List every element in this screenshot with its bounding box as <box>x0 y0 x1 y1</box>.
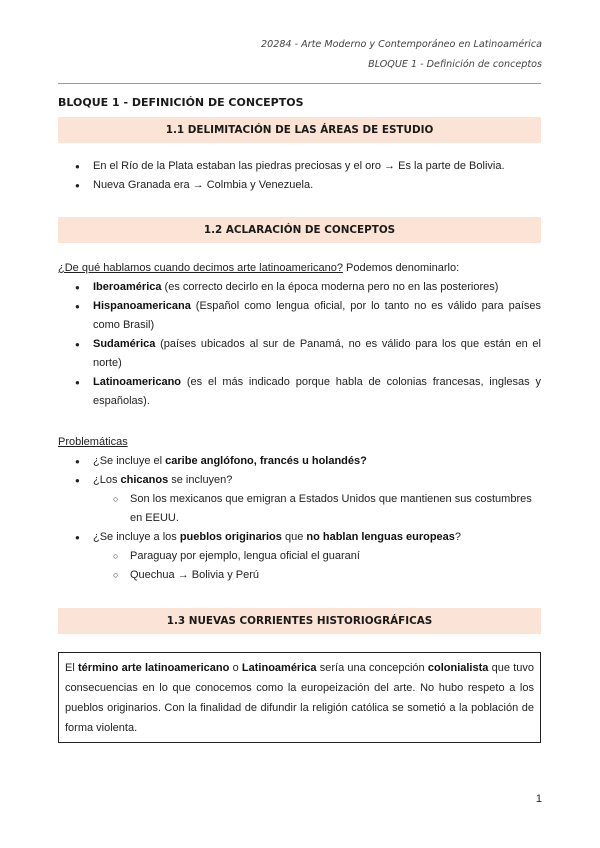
text-run: que <box>281 531 307 543</box>
term: Hispanoamericana <box>93 300 191 312</box>
sub-list-item: ○ Paraguay por ejemplo, lengua oficial el guaraní <box>58 547 541 566</box>
sub-list-item: ○ Quechua → Bolivia y Perú <box>58 566 541 585</box>
term: Iberoamérica <box>93 281 162 293</box>
section-1-1-heading: 1.1 DELIMITACIÓN DE LAS ÁREAS DE ESTUDIO <box>58 117 541 143</box>
problems-block <box>58 433 541 585</box>
section-1-1-list <box>58 157 541 195</box>
list-item <box>58 297 541 335</box>
bold-run: pueblos originarios <box>179 531 282 543</box>
term-desc: (países ubicados al sur de Panamá, no es válido para los que están en el norte) <box>93 338 541 369</box>
term: Latinoamericano <box>93 376 182 388</box>
text-run: El <box>65 662 79 674</box>
text-run: ? <box>454 531 462 543</box>
term-desc: (Español como lengua oficial, por lo tanto no es válido para países como Brasil) <box>93 300 541 331</box>
section-1-2-body <box>58 259 541 411</box>
bold-run: término arte latinoamericano <box>78 662 230 674</box>
bold-run: Latinoamérica <box>241 662 317 674</box>
term-desc: (es el más indicado porque habla de colonias francesas, inglesas y españolas). <box>93 376 541 407</box>
list-item <box>58 373 541 411</box>
page-number: 1 <box>535 793 542 805</box>
text-run: ¿Los <box>93 474 121 486</box>
list-item <box>58 471 541 490</box>
problems-label: Problemáticas <box>58 436 128 448</box>
document-title: BLOQUE 1 - DEFINICIÓN DE CONCEPTOS <box>58 96 304 109</box>
text-run: se incluyen? <box>168 474 233 486</box>
bold-run: caribe anglófono, francés u holandés? <box>165 455 367 467</box>
text-run: ¿Se incluye a los <box>93 531 180 543</box>
sub-list-item: ○ Son los mexicanos que emigran a Estados Unidos que mantienen sus costumbres en EEUU. <box>58 490 541 528</box>
text-run: sería una concepción <box>316 662 428 674</box>
text-run: que tuvo consecuencias en lo que conocemos como la europeización del arte. No hubo respeto a los pueblos originarios. Con la finalidad de difundir la religión católica se sometió a la población de forma violenta. <box>65 662 534 734</box>
section-1-2-heading: 1.2 ACLARACIÓN DE CONCEPTOS <box>58 217 541 243</box>
text-run: ¿Se incluye el <box>93 455 166 467</box>
list-item: ● Nueva Granada era → Colmbia y Venezuela. <box>58 176 541 195</box>
section-1-3-heading: 1.3 NUEVAS CORRIENTES HISTORIOGRÁFICAS <box>58 608 541 634</box>
list-item <box>58 335 541 373</box>
header-section: BLOQUE 1 - Definición de conceptos <box>368 59 542 70</box>
term: Sudamérica <box>93 338 156 350</box>
question-underlined: ¿De qué hablamos cuando decimos arte latinoamericano? <box>58 262 343 274</box>
bold-run: no hablan lenguas europeas <box>306 531 455 543</box>
list-item <box>58 528 541 547</box>
list-item: ● En el Río de la Plata estaban las piedras preciosas y el oro → Es la parte de Bolivia. <box>58 157 541 176</box>
text-run: o <box>229 662 242 674</box>
question-tail: Podemos denominarlo: <box>342 262 460 274</box>
highlight-box <box>58 652 541 743</box>
bold-run: chicanos <box>120 474 169 486</box>
header-course: 20284 - Arte Moderno y Contemporáneo en Latinoamérica <box>261 39 542 50</box>
header-divider <box>58 83 541 84</box>
intro-question <box>58 259 541 278</box>
term-desc: (es correcto decirlo en la época moderna pero no en las posteriores) <box>161 281 499 293</box>
bold-run: colonialista <box>427 662 489 674</box>
list-item <box>58 278 541 297</box>
list-item <box>58 452 541 471</box>
